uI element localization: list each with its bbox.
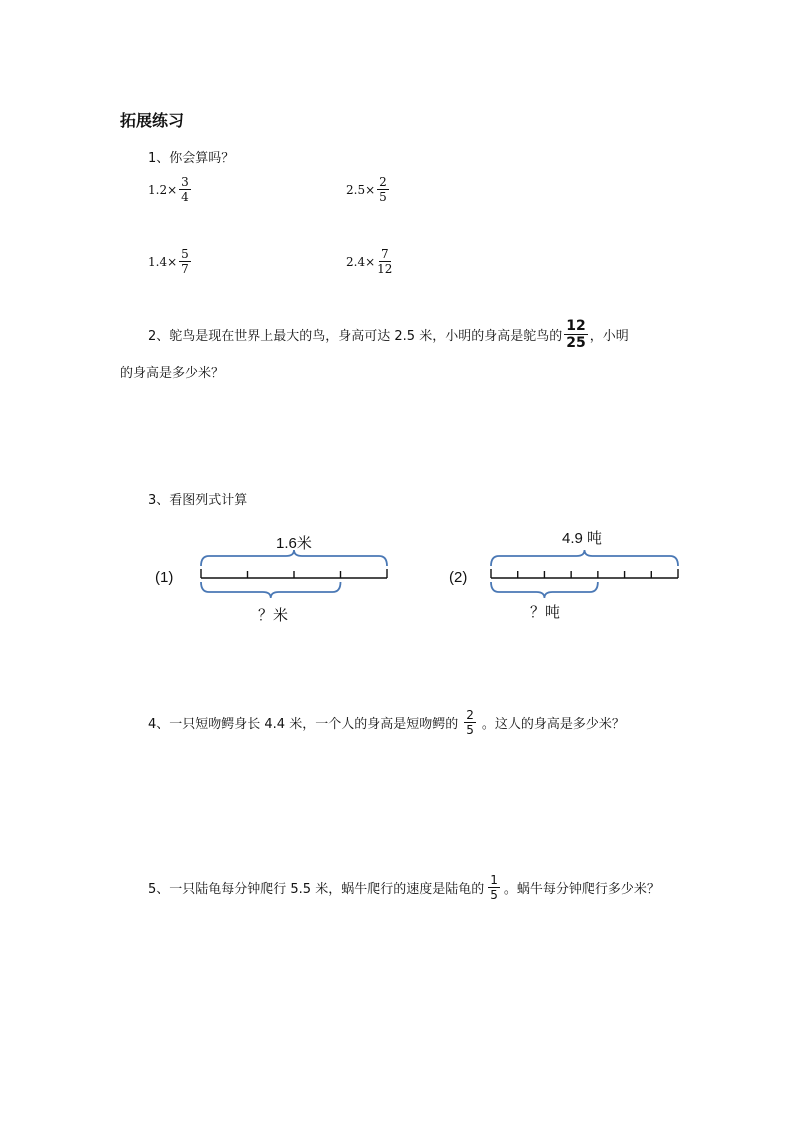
diagram-2-index: (2) xyxy=(449,569,468,586)
question-5 xyxy=(148,873,660,902)
question-5-text-end: 。蜗牛每分钟爬行多少米？ xyxy=(503,882,660,897)
diagram-1-top-label: 1.6米 xyxy=(276,535,312,552)
numerator: 7 xyxy=(380,247,389,261)
whole-number: 2.5 xyxy=(346,182,366,197)
question-4-text-end: 。这人的身高是多少米？ xyxy=(481,717,625,732)
numerator: 5 xyxy=(181,247,189,261)
whole-number: 2.4 xyxy=(346,254,366,269)
page-title: 拓展练习 xyxy=(120,111,185,130)
denominator: 4 xyxy=(181,190,189,204)
times-sign: × xyxy=(365,182,376,197)
fraction xyxy=(464,708,476,737)
times-sign: × xyxy=(167,254,178,269)
numerator: 3 xyxy=(181,175,189,189)
fraction xyxy=(488,873,500,902)
question-4-text: 4、一只短吻鳄身长 4.4 米，一个人的身高是短吻鳄的 xyxy=(148,717,459,732)
bottom-brace xyxy=(491,582,598,598)
diagram-2-bottom-label: ？吨 xyxy=(530,604,561,621)
denominator: 5 xyxy=(490,888,498,902)
diagram-1-index: (1) xyxy=(155,569,174,586)
whole-number: 1.2 xyxy=(148,182,168,197)
top-brace xyxy=(491,550,678,566)
denominator: 5 xyxy=(466,723,474,737)
numerator: 2 xyxy=(379,175,387,189)
question-2-line-2: 的身高是多少米？ xyxy=(120,366,225,381)
question-1-label: 1、你会算吗？ xyxy=(148,151,235,166)
numerator: 2 xyxy=(466,708,474,722)
times-sign: × xyxy=(167,182,178,197)
question-5-text: 5、一只陆龟每分钟爬行 5.5 米，蜗牛爬行的速度是陆龟的 xyxy=(148,882,485,897)
times-sign: × xyxy=(365,254,376,269)
question-4 xyxy=(148,708,625,737)
denominator: 5 xyxy=(379,190,387,204)
numerator: 12 xyxy=(566,318,586,334)
diagram-1-bottom-label: ？米 xyxy=(258,607,289,624)
whole-number: 1.4 xyxy=(148,254,168,269)
diagram-2-top-label: 4.9 吨 xyxy=(562,530,603,547)
denominator: 12 xyxy=(377,262,393,276)
denominator: 25 xyxy=(566,335,586,351)
question-2-text-end: ，小明 xyxy=(589,329,629,344)
question-2-text: 2、鸵鸟是现在世界上最大的鸟，身高可达 2.5 米，小明的身高是鸵鸟的 xyxy=(148,329,563,344)
question-3-label: 3、看图列式计算 xyxy=(148,493,248,508)
denominator: 7 xyxy=(181,262,189,276)
numerator: 1 xyxy=(490,873,498,887)
